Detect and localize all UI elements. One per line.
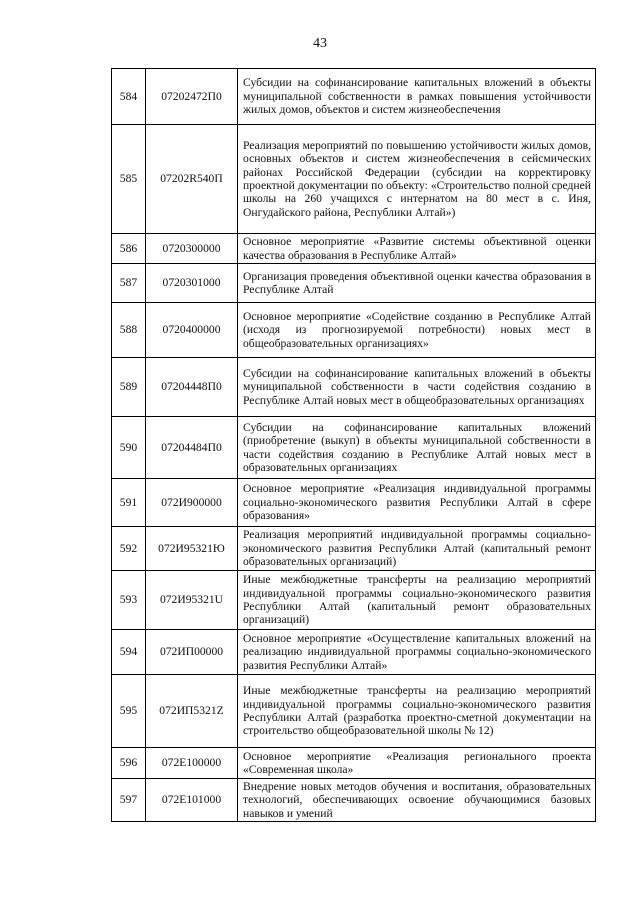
table-row xyxy=(112,417,596,479)
row-name: Основное мероприятие «Реализация регионального проекта «Современная школа» xyxy=(238,748,596,779)
row-number: 596 xyxy=(112,748,146,779)
table-row xyxy=(112,527,596,571)
row-code: 072И95321Ю xyxy=(146,527,238,571)
table-row xyxy=(112,479,596,527)
table-row xyxy=(112,264,596,303)
row-number: 585 xyxy=(112,125,146,234)
table-row xyxy=(112,69,596,125)
row-code: 07204484П0 xyxy=(146,417,238,479)
row-code: 072И95321U xyxy=(146,571,238,630)
row-name: Субсидии на софинансирование капитальных вложений в объекты муниципальной собственности в рамках повышения устойчивости жилых домов, объектов и систем жизнеобеспечения xyxy=(238,69,596,125)
row-name: Иные межбюджетные трансферты на реализацию мероприятий индивидуальной программы социально-экономического развития Республики Алтай (разработка проектно-сметной документации на строительство общеобразовательной школы № 12) xyxy=(238,675,596,748)
row-name: Реализация мероприятий индивидуальной программы социально-экономического развития Республики Алтай (капитальный ремонт образовательных организаций) xyxy=(238,527,596,571)
row-code: 0720301000 xyxy=(146,264,238,303)
table-row xyxy=(112,630,596,675)
row-name: Организация проведения объективной оценки качества образования в Республике Алтай xyxy=(238,264,596,303)
row-number: 595 xyxy=(112,675,146,748)
row-name: Основное мероприятие «Осуществление капитальных вложений на реализацию индивидуальной программы социально-экономического развития Республики Алтай» xyxy=(238,630,596,675)
row-code: 072ИП00000 xyxy=(146,630,238,675)
row-number: 591 xyxy=(112,479,146,527)
table-row xyxy=(112,571,596,630)
row-name: Основное мероприятие «Содействие созданию в Республике Алтай (исходя из прогнозируемой потребности) новых мест в общеобразовательных организациях» xyxy=(238,303,596,358)
row-code: 0720400000 xyxy=(146,303,238,358)
row-code: 072Е100000 xyxy=(146,748,238,779)
table-row xyxy=(112,748,596,779)
row-number: 590 xyxy=(112,417,146,479)
row-number: 589 xyxy=(112,358,146,417)
row-name: Субсидии на софинансирование капитальных вложений в объекты муниципальной собственности в части содействия созданию в Республике Алтай новых мест в общеобразовательных организациях xyxy=(238,358,596,417)
row-name: Иные межбюджетные трансферты на реализацию мероприятий индивидуальной программы социально-экономического развития Республики Алтай (капитальный ремонт образовательных организаций) xyxy=(238,571,596,630)
row-name: Реализация мероприятий по повышению устойчивости жилых домов, основных объектов и систем жизнеобеспечения в сейсмических районах Российской Федерации (субсидии на корректировку проектной документации по объекту: «Строительство полной средней школы на 260 учащихся с интернатом на 80 мест в с. Иня, Онгудайского района, Республики Алтай») xyxy=(238,125,596,234)
table-row xyxy=(112,358,596,417)
row-code: 0720300000 xyxy=(146,234,238,264)
row-code: 072Е101000 xyxy=(146,779,238,822)
table-row xyxy=(112,234,596,264)
row-name: Субсидии на софинансирование капитальных вложений (приобретение (выкуп) в объекты муниципальной собственности в части содействия созданию в Республике Алтай новых мест в образовательных организациях xyxy=(238,417,596,479)
table-row xyxy=(112,125,596,234)
row-number: 593 xyxy=(112,571,146,630)
row-number: 597 xyxy=(112,779,146,822)
row-number: 586 xyxy=(112,234,146,264)
row-name: Основное мероприятие «Развитие системы объективной оценки качества образования в Республике Алтай» xyxy=(238,234,596,264)
row-code: 07204448П0 xyxy=(146,358,238,417)
budget-classification-table xyxy=(111,68,596,822)
row-code: 072И900000 xyxy=(146,479,238,527)
table-row xyxy=(112,303,596,358)
row-number: 588 xyxy=(112,303,146,358)
page-number: 43 xyxy=(313,36,327,51)
row-number: 592 xyxy=(112,527,146,571)
row-name: Внедрение новых методов обучения и воспитания, образовательных технологий, обеспечивающих освоение обучающимися базовых навыков и умений xyxy=(238,779,596,822)
row-code: 072ИП5321Z xyxy=(146,675,238,748)
row-code: 07202472П0 xyxy=(146,69,238,125)
table-row xyxy=(112,779,596,822)
row-name: Основное мероприятие «Реализация индивидуальной программы социально-экономического развития Республики Алтай в сфере образования» xyxy=(238,479,596,527)
row-number: 587 xyxy=(112,264,146,303)
table-row xyxy=(112,675,596,748)
row-number: 594 xyxy=(112,630,146,675)
row-code: 07202R540П xyxy=(146,125,238,234)
row-number: 584 xyxy=(112,69,146,125)
